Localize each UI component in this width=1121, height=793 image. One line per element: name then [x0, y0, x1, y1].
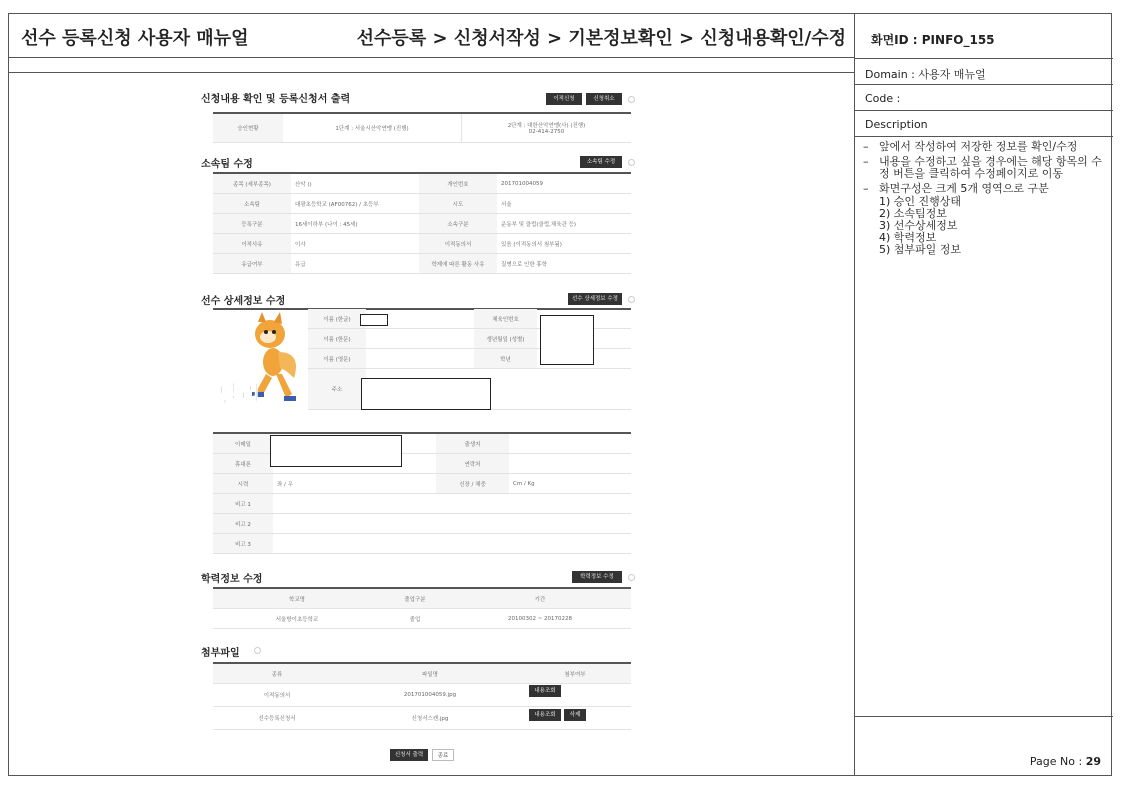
note2-label: 비고 2: [213, 514, 273, 534]
height-weight-value: Cm / Kg: [509, 474, 631, 494]
approval-stage-1: 1단계 : 서울시산악연맹 (진행): [283, 113, 462, 143]
cell-filename: 201701004059.jpg: [341, 684, 519, 707]
page-label: Page No :: [1029, 755, 1083, 768]
domain-label: Domain : 사용자 매뉴얼: [855, 59, 1113, 85]
vision-value: 좌 / 우: [273, 474, 436, 494]
print-application-button[interactable]: 신청서 출력: [390, 749, 428, 761]
cell-filename: 신청서스캔.jpg: [341, 707, 519, 730]
athlete-id-label: 체육인번호: [474, 309, 537, 329]
player-section-title: 선수 상세정보 수정: [201, 296, 286, 307]
cell-school: 서울방이초등학교: [213, 609, 381, 629]
table-row: [213, 609, 631, 629]
cell-value: 대광초등학교 (AF00762) / 초등부: [291, 194, 419, 214]
note3-label: 비고 3: [213, 534, 273, 554]
name-cn-value: [366, 329, 474, 349]
page-number: [1030, 755, 1101, 768]
contact-value: [509, 454, 631, 474]
mascot-image: [216, 312, 302, 416]
desc-sub-2: 2) 소속팀정보: [879, 207, 947, 220]
table-row: [213, 254, 631, 274]
hometown-value: [509, 433, 631, 454]
edit-team-button[interactable]: 소속팀 수정: [580, 156, 622, 168]
desc-item-2: 내용을 수정하고 싶을 경우에는 해당 항목의 수정 버튼을 클릭하여 수정페이지로 이동: [879, 155, 1102, 180]
cancel-application-button[interactable]: 신청취소: [586, 93, 622, 105]
cell-key: 이적사유: [213, 234, 291, 254]
cell-key: 시도: [419, 194, 497, 214]
note2-value: [273, 514, 631, 534]
cell-key: 개인번호: [419, 173, 497, 194]
table-row: [213, 194, 631, 214]
cell-value: 이사: [291, 234, 419, 254]
info-panel: [854, 13, 1113, 776]
table-row: [213, 684, 631, 707]
cell-value: 질병으로 인한 휴학: [497, 254, 631, 274]
note1-value: [273, 494, 631, 514]
photo-box: [540, 315, 594, 365]
code-label: Code :: [855, 85, 1113, 111]
vision-label: 시력: [213, 474, 273, 494]
close-button[interactable]: 종료: [432, 749, 454, 761]
name-cn-label: 이름 (한문): [308, 329, 366, 349]
screen-id: 화면ID : PINFO_155: [855, 13, 1113, 59]
edu-section-title: 학력정보 수정: [201, 574, 263, 585]
approval-table: [213, 112, 631, 143]
hometown-label: 출생지: [436, 433, 509, 454]
name-kr-label: 이름 (한글): [308, 309, 366, 329]
mascot-logo-text: 달리: [218, 383, 261, 408]
address-label: 주소: [308, 369, 366, 410]
approval-stage-2-phone: 02-414-2750: [528, 129, 565, 135]
description-body: – 앞에서 작성하여 저장한 정보를 확인/수정 – 내용을 수정하고 싶을 경우에는 해당 항목의 수정 버튼을 클릭하여 수정페이지로 이동 – 화면구성은 크게 5개 영역으로 구분 1) 승인 진행상태 2) 소속팀정보 3) 선수상세정보 4) 학력정보 5) 첨부파일 정보: [855, 137, 1113, 717]
help-icon[interactable]: [628, 159, 635, 166]
col-school: 학교명: [213, 588, 381, 609]
grade-label: 학년: [474, 349, 537, 369]
screen-capture: [8, 72, 854, 776]
email-label: 이메일: [213, 433, 273, 454]
view-file-button[interactable]: 내용조회: [529, 685, 561, 697]
cell-grad: 졸업: [381, 609, 449, 629]
table-row: [213, 514, 631, 534]
table-row: [213, 474, 631, 494]
approval-title: 신청내용 확인 및 등록신청서 출력: [201, 94, 351, 105]
files-section-title: 첨부파일: [201, 648, 240, 659]
cell-key: 종목 (세부종목): [213, 173, 291, 194]
description-label: Description: [855, 111, 1113, 137]
cell-key: 소속팀: [213, 194, 291, 214]
note3-value: [273, 534, 631, 554]
cell-period: 20100302 ~ 20170228: [449, 609, 631, 629]
table-header: [213, 663, 631, 684]
address-highlight: [361, 378, 491, 410]
breadcrumb: 선수등록 > 신청서작성 > 기본정보확인 > 신청내용확인/수정: [356, 28, 846, 49]
contact-label: 연락처: [436, 454, 509, 474]
cell-value: 201701004059: [497, 173, 631, 194]
cell-key: 유급여부: [213, 254, 291, 274]
birth-label: 생년월일 (성별): [474, 329, 537, 349]
help-icon[interactable]: [254, 647, 261, 654]
edit-edu-button[interactable]: 학력정보 수정: [572, 571, 622, 583]
cell-value: 산악 (): [291, 173, 419, 194]
approval-stage-2-text: 2단계 : 대한산악연맹(사) (진행): [507, 123, 586, 129]
desc-item-3: 화면구성은 크게 5개 영역으로 구분: [879, 182, 1049, 195]
col-type: 종류: [213, 663, 341, 684]
help-icon[interactable]: [628, 296, 635, 303]
cell-value: 서울: [497, 194, 631, 214]
help-icon[interactable]: [628, 96, 635, 103]
table-row: [213, 173, 631, 194]
note1-label: 비고 1: [213, 494, 273, 514]
help-icon[interactable]: [628, 574, 635, 581]
name-en-value: [366, 349, 474, 369]
cell-value: 있음 (이적동의서 첨부됨): [497, 234, 631, 254]
cell-type: 이적동의서: [213, 684, 341, 707]
cell-value: 유급: [291, 254, 419, 274]
transfer-button[interactable]: 이적신청: [546, 93, 582, 105]
cell-type: 선수등록신청서: [213, 707, 341, 730]
email-highlight: [270, 435, 402, 467]
approval-status-label: 승인현황: [213, 113, 283, 143]
desc-sub-4: 4) 학력정보: [879, 231, 937, 244]
header-bar: [8, 13, 854, 58]
cell-value: 운동부 및 클럽(클럽,체육관 등): [497, 214, 631, 234]
edit-player-button[interactable]: 선수 상세정보 수정: [568, 293, 622, 305]
desc-item-1: 앞에서 작성하여 저장한 정보를 확인/수정: [879, 140, 1078, 153]
approval-stage-2: [462, 113, 632, 143]
cell-value: 16세이하부 (나이 : 45세): [291, 214, 419, 234]
page-value: 29: [1085, 755, 1101, 768]
cell-key: 소속구분: [419, 214, 497, 234]
col-attached: 첨부여부: [519, 663, 631, 684]
table-row: [213, 234, 631, 254]
height-weight-label: 신장 / 체중: [436, 474, 509, 494]
table-header: [213, 588, 631, 609]
table-row: [213, 214, 631, 234]
desc-sub-1: 1) 승인 진행상태: [879, 195, 962, 208]
edu-table: [213, 587, 631, 629]
cell-key: 이적동의서: [419, 234, 497, 254]
name-input-highlight: [360, 314, 388, 326]
team-section-title: 소속팀 수정: [201, 159, 253, 170]
header-divider: [8, 58, 854, 73]
table-row: [213, 494, 631, 514]
mobile-label: 휴대폰: [213, 454, 273, 474]
team-table: [213, 172, 631, 274]
name-en-label: 이름 (영문): [308, 349, 366, 369]
desc-sub-3: 3) 선수상세정보: [879, 219, 958, 232]
manual-title: 선수 등록신청 사용자 매뉴얼: [21, 28, 249, 49]
delete-file-button[interactable]: 삭제: [564, 709, 586, 721]
col-grad: 졸업구분: [381, 588, 449, 609]
col-filename: 파일명: [341, 663, 519, 684]
view-file-button[interactable]: 내용조회: [529, 709, 561, 721]
col-period: 기간: [449, 588, 631, 609]
desc-sub-5: 5) 첨부파일 정보: [879, 243, 962, 256]
table-row: [213, 534, 631, 554]
cell-key: 등록구분: [213, 214, 291, 234]
cell-key: 학제에 따른 활동 사유: [419, 254, 497, 274]
